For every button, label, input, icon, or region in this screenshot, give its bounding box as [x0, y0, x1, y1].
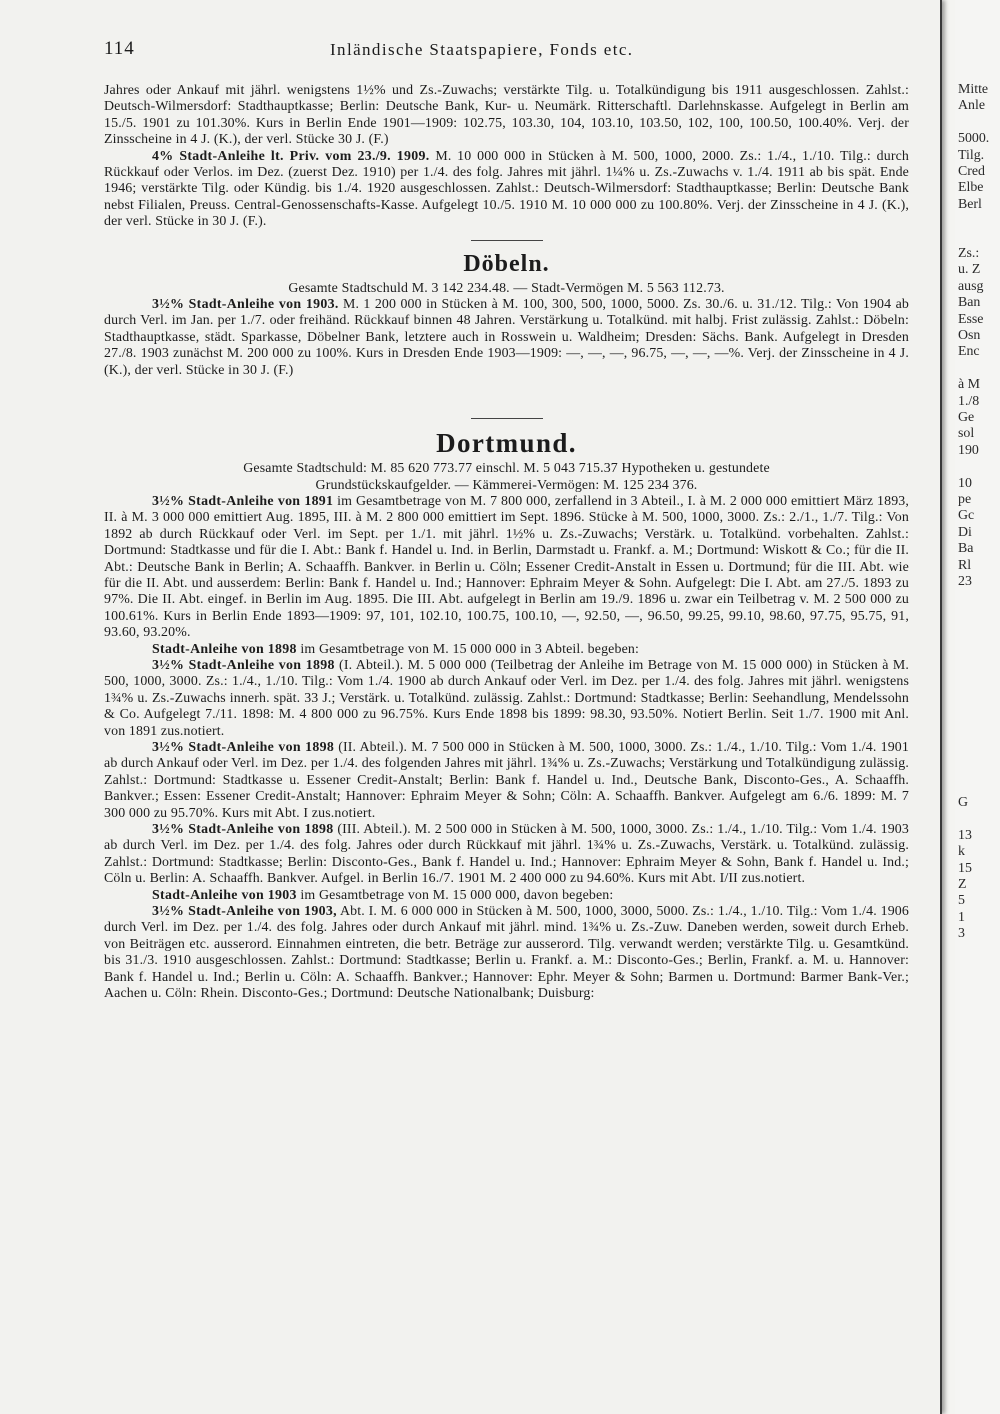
adjacent-fragment: 190	[958, 442, 979, 458]
adjacent-fragment: Di	[958, 524, 972, 540]
adjacent-fragment: Zs.:	[958, 246, 980, 261]
adjacent-fragment: Rl	[958, 557, 972, 573]
adjacent-fragment: Mitte	[958, 82, 989, 97]
adjacent-fragment: Ge	[958, 410, 975, 425]
text-column	[104, 83, 909, 1003]
adjacent-fragment: Anle	[958, 98, 986, 114]
adjacent-fragment: Berl	[958, 196, 982, 212]
page-number: 114	[104, 38, 135, 59]
adjacent-fragment: Ban	[958, 295, 981, 311]
adjacent-fragment: 3	[958, 926, 965, 942]
adjacent-fragment: à M	[958, 377, 980, 393]
adjacent-fragment: Cred	[958, 164, 986, 179]
adjacent-fragment: 10	[958, 475, 972, 491]
loan-entry-dortmund-1898-abt2: 3½% Stadt-Anleihe von 1898 (II. Abteil.). M. 7 500 000 in Stücken à M. 500, 1000, 3000. Zs.: 1./4., 1./10. Tilg.: Vom 1./4. 1901 ab durch Ankauf oder Verl. im Dez. per 1./4. des folgenden Jahres mit jährl. 1¾% u. Zs.-Zuwachs; Verstärkung und Totalkündigung zulässig. Zahlst.: Dortmund: Stadtkasse u. Essener Credit-Anstalt; Berlin: Bank f. Handel u. Ind., Deutsche Bank, Disconto-Ges., A. Schaaffh. Bankver.; Essen: Essener Credit-Anstalt; Hannover: Ephraim Meyer & Sohn; Cöln: A. Schaaffh. Bankver. Aufgelegt am 6./6. 1899: M. 7 300 000 zu 95.70%. Kurs mit Abt. I zus.notiert.	[104, 740, 909, 821]
loan-title: Stadt-Anleihe von 1898	[152, 641, 297, 657]
adjacent-fragment: ausg	[958, 278, 984, 294]
loan-title: 4% Stadt-Anleihe lt. Priv. vom 23./9. 1909.	[152, 148, 430, 164]
loan-title: 3½% Stadt-Anleihe von 1891	[152, 493, 334, 509]
running-title: Inländische Staatspapiere, Fonds etc.	[330, 40, 634, 59]
adjacent-fragment: Ba	[958, 541, 974, 557]
adjacent-fragment: 13	[958, 827, 972, 843]
loan-title: Stadt-Anleihe von 1903	[152, 887, 297, 903]
adjacent-fragment: Elbe	[958, 180, 984, 196]
loan-entry-dortmund-1898-abt1: 3½% Stadt-Anleihe von 1898 (I. Abteil.). M. 5 000 000 (Teilbetrag der Anleihe im Betrage von M. 15 000 000) in Stücken à M. 500, 1000, 3000. Zs.: 1./4., 1./10. Tilg.: Vom 1./4. 1900 ab durch Ankauf oder Verl. im Dez. per 1./4. des folg. Jahres mit jährl. wenigstens 1¾% u. Zs.-Zuwachs innerh. spät. 33 J.; Verstärk. u. Totalkünd. zulässig. Zahlst.: Dortmund: Stadtkasse; Berlin: Seehandlung, Mendelssohn & Co. Aufgelegt 7./11. 1898: M. 4 800 000 zu 96.75%. Kurs Ende 1898 bis 1899: 98.30, 93.50%. Notiert Berlin. Seit 1./7. 1900 mit Anl. von 1891 zus.notiert.	[104, 657, 909, 739]
adjacent-fragment: u. Z	[958, 262, 981, 278]
adjacent-fragment: 1./8	[958, 393, 980, 409]
city-heading-dortmund: Dortmund.	[436, 428, 577, 459]
loan-title: 3½% Stadt-Anleihe von 1898	[152, 657, 335, 673]
section-divider	[471, 240, 543, 241]
adjacent-fragment: Osn	[958, 328, 981, 343]
debt-summary-dortmund-line1: Gesamte Stadtschuld: M. 85 620 773.77 einschl. M. 5 043 715.37 Hypotheken u. gestundete	[243, 461, 770, 477]
adjacent-fragment: sol	[958, 426, 975, 442]
adjacent-fragment: pe	[958, 492, 972, 507]
city-heading-doebeln: Döbeln.	[463, 250, 550, 277]
loan-entry-dortmund-1903: Stadt-Anleihe von 1903 im Gesamtbetrage von M. 15 000 000, davon begeben:	[152, 887, 614, 903]
section-divider	[471, 418, 543, 419]
adjacent-fragment: Enc	[958, 344, 980, 360]
loan-entry-dortmund-1903-abt1: 3½% Stadt-Anleihe von 1903, Abt. I. M. 6 000 000 in Stücken à M. 500, 1000, 3000, 5000. Zs.: 1./4., 1./10. Tilg.: Vom 1./4. 1906 durch Verl. im Dez. per 1./4. des folg. Jahres oder durch Ankauf mit jährl. mind. 1¾% u. Zs.-Zuw. Daneben werden, soweit durch Erheb. von Beiträgen etc. ausserord. Einnahmen eintreten, die betr. Beträge zur ausserord. Tilg. verwandt werden; verstärkte Tilg. u. Gesamtkünd. bis 31./3. 1910 ausgeschlossen. Zahlst.: Dortmund: Stadtkasse; Berlin u. Frankf. a. M.: Disconto-Ges.; Berlin, Frankf. a. M. u. Hannover: Bank f. Handel u. Ind.; Berlin u. Cöln: A. Schaaffh. Bankver.; Hannover: Ephr. Meyer & Sohn; Barmen u. Dortmund: Barmer Bank-Ver.; Aachen u. Cöln: Rhein. Disconto-Ges.; Dortmund: Deutsche Nationalbank; Duisburg:	[104, 904, 909, 1002]
loan-title: 3½% Stadt-Anleihe von 1898	[152, 740, 335, 755]
adjacent-fragment: 5000.	[958, 131, 990, 147]
adjacent-fragment: k	[958, 844, 965, 860]
adjacent-fragment: 5	[958, 893, 965, 909]
adjacent-fragment: 1	[958, 909, 965, 925]
loan-entry-dortmund-1891: 3½% Stadt-Anleihe von 1891 im Gesamtbetrage von M. 7 800 000, zerfallend in 3 Abteil., I. à M. 2 000 000 emittiert März 1893, II. à M. 3 000 000 emittiert Aug. 1895, III. à M. 2 800 000 emittiert im Sept. 1896. Stücke à M. 500, 1000, 3000. Zs.: 2./1., 1./7. Tilg.: Von 1892 ab durch Rückkauf oder Verl. im Sept. per 1./1. mit jährl. 1½% u. Zs.-Zuwachs; Verstärk. u. Totalkünd. vorbehalten. Zahlst.: Dortmund: Stadtkasse und für die I. Abt.: Bank f. Handel u. Ind. in Berlin, Darmstadt u. Frankf. a. M.; Dortmund: Wiskott & Co.; für die II. Abt.: Deutsche Bank in Berlin; A. Schaaffh. Bankver. in Berlin u. Cöln; Essener Credit-Anstalt in Essen u. Dortmund; für die III. Abt. wie für die II. Abt. und ausserdem: Berlin: Bank f. Handel u. Ind.; Hannover: Ephraim Meyer & Sohn. Aufgelegt: Die I. Abt. am 27./5. 1893 zu 97%. Die II. Abt. eingef. in Berlin im Aug. 1895. Die III. Abt. aufgelegt in Berlin am 19./9. 1896 u. zwar ein Teilbetrag v. M. 2 500 000 zu 100.61%. Kurs in Berlin Ende 1893—1909: 97, 101, 102.10, 100.75, 100.10, —, 92.50, —, 96.50, 99.25, 99.10, 98.60, 97.75, 95.75, 91, 93.60, 93.20%.	[104, 493, 910, 641]
loan-entry-wilmersdorf-1909: 4% Stadt-Anleihe lt. Priv. vom 23./9. 1909. M. 10 000 000 in Stücken à M. 500, 1000, 2000. Zs.: 1./4., 1./10. Tilg.: durch Rückkauf oder Verlos. im Dez. (zuerst Dez. 1910) per 1./4. des folg. Jahres mit jährl. 1¼% u. Zs.-Zuwachs v. 1./4. 1911 ab bis spät. Ende 1946; verstärkte Tilg. oder Kündig. bis 1./4. 1920 ausgeschlossen. Zahlst.: Deutsch-Wilmersdorf: Stadthauptkasse; Berlin: Deutsche Bank nebst Filialen, Preuss. Central-Genossenschafts-Kasse. Aufgelegt 10./5. 1910 M. 10 000 000 zu 100.80%. Verj. der Zinsscheine in 4 J. (K.), der verl. Stücke in 30 J. (F.).	[104, 148, 910, 230]
debt-summary-dortmund-line2: Grundstückskaufgelder. — Kämmerei-Vermögen: M. 125 234 376.	[315, 477, 698, 493]
adjacent-fragment: Esse	[958, 311, 984, 327]
loan-entry-doebeln-1903: 3½% Stadt-Anleihe von 1903. M. 1 200 000 in Stücken à M. 100, 300, 500, 1000, 5000. Zs. 30./6. u. 31./12. Tilg.: Von 1904 ab durch Verl. im Jan. per 1./7. oder freihänd. Rückkauf binnen 48 Jahren. Verstärkung u. Totalkünd. mit halbj. Frist zulässig. Zahlst.: Döbeln: Stadthauptkasse, städt. Sparkasse, Döbelner Bank, letztere auch in Rosswein u. Waldheim; Dresden: Sächs. Bank. Aufgelegt in Dresden 27./8. 1903 zunächst M. 200 000 zu 100%. Kurs in Dresden Ende 1903—1909: —, —, —, 96.75, —, —, —%. Verj. der Zinsscheine in 4 J. (K.), der verl. Stücke in 30 J. (F.)	[104, 297, 909, 378]
loan-title: 3½% Stadt-Anleihe von 1898	[152, 822, 334, 838]
adjacent-fragment: Z	[958, 877, 967, 892]
loan-entry-dortmund-1898-abt3: 3½% Stadt-Anleihe von 1898 (III. Abteil.). M. 2 500 000 in Stücken à M. 500, 1000, 3000. Zs.: 1./4., 1./10. Tilg.: Vom 1./4. 1903 ab durch Verl. im Dez. per 1./4. des folg. Jahres oder durch Rückkauf mit jährl. 1¾% u. Zs.-Zuwachs, Verstärk. u. Totalkünd. zulässig. Zahlst.: Dortmund: Stadtkasse; Berlin: Disconto-Ges., Bank f. Handel u. Ind.; Hannover: Ephraim Meyer & Sohn, Bank f. Handel u. Ind.; Cöln u. Berlin: A. Schaaffh. Bankver. Aufgel. in Berlin 16./7. 1901 M. 2 400 000 zu 94.60%. Kurs mit Abt. I/II zus.notiert.	[104, 822, 909, 887]
adjacent-fragment: 23	[958, 574, 972, 589]
loan-title: 3½% Stadt-Anleihe von 1903.	[152, 297, 339, 313]
adjacent-fragment: Tilg.	[958, 147, 985, 163]
adjacent-fragment: 15	[958, 860, 972, 876]
paragraph-continued: Jahres oder Ankauf mit jährl. wenigstens 1½% und Zs.-Zuwachs; verstärkte Tilg. u. Totalkündigung bis 1911 ausgeschlossen. Zahlst.: Deutsch-Wilmersdorf: Stadthauptkasse; Berlin: Deutsche Bank, Kur- u. Neumärk. Ritterschaftl. Darlehnskasse. Aufgelegt in Berlin am 15./5. 1901 zu 101.30%. Kurs in Berlin Ende 1901—1909: 102.75, 103.30, 104, 103.10, 103.50, 102, 100, 100.50, 100.40%. Verj. der Zinsscheine in 4 J. (K.), der verl. Stücke 30 J. (F.)	[104, 83, 909, 148]
adjacent-fragment: Gc	[958, 508, 975, 524]
loan-title: 3½% Stadt-Anleihe von 1903,	[152, 904, 337, 920]
loan-entry-dortmund-1898: Stadt-Anleihe von 1898 im Gesamtbetrage von M. 15 000 000 in 3 Abteil. begeben:	[152, 641, 640, 657]
adjacent-fragment: G	[958, 795, 969, 810]
debt-summary-doebeln: Gesamte Stadtschuld M. 3 142 234.48. — Stadt-Vermögen M. 5 563 112.73.	[288, 280, 725, 296]
adjacent-page-margin	[955, 0, 1000, 1414]
